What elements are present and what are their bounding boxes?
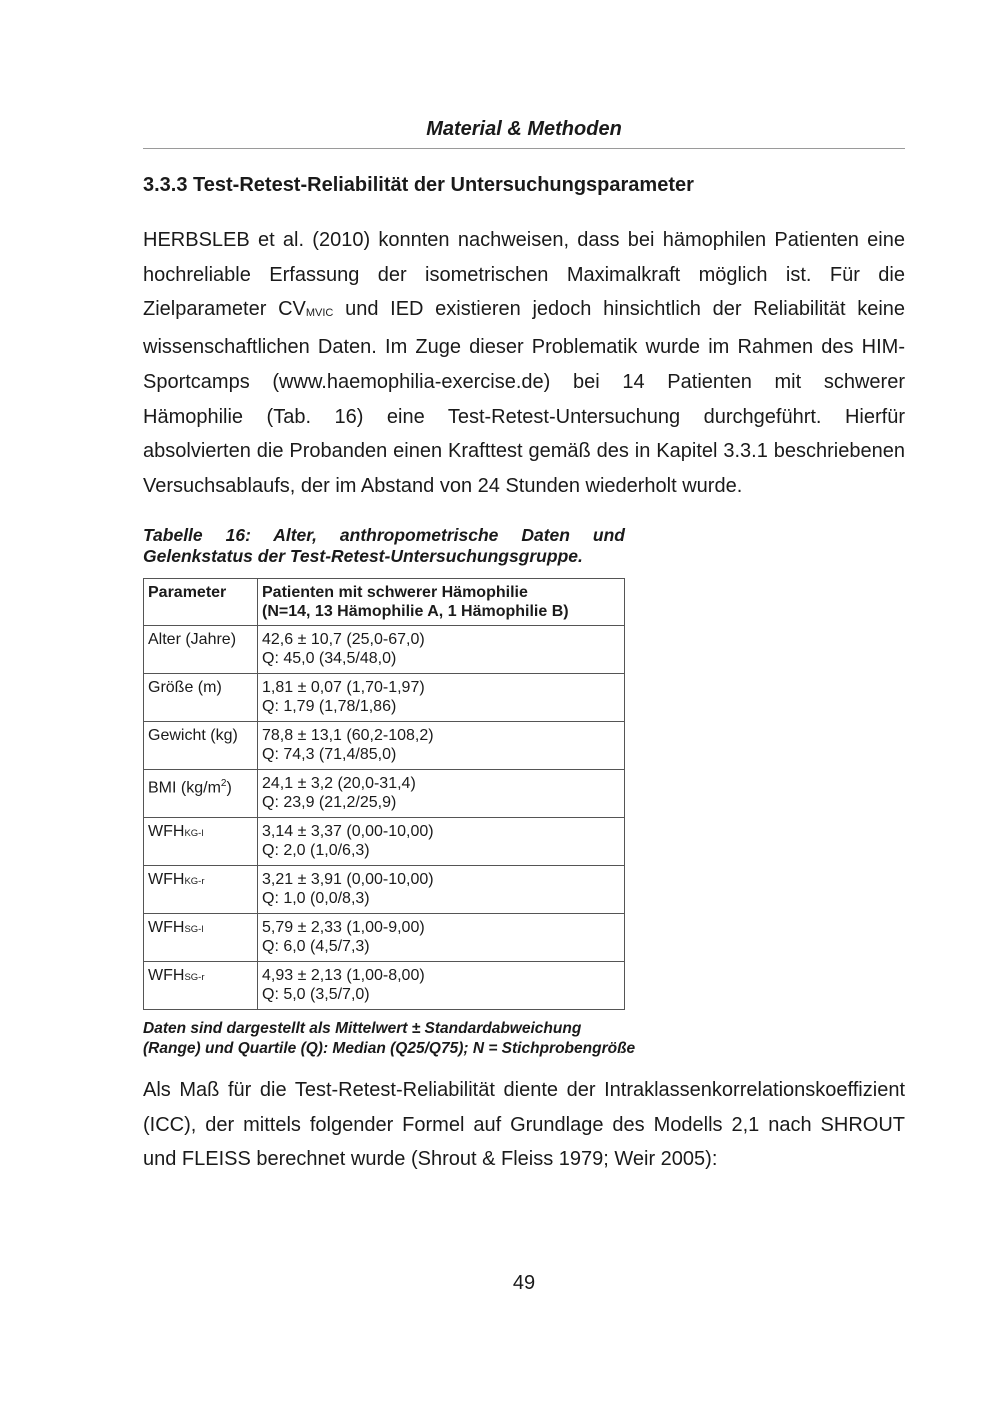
table-note (143, 1019, 703, 1059)
table-row (144, 674, 625, 722)
body-paragraph-1 (143, 223, 905, 504)
mean-value: 1,81 ± 0,07 (1,70-1,97) (262, 679, 425, 696)
page-number: 49 (512, 1272, 536, 1294)
value-cell (258, 962, 625, 1010)
value-cell (258, 770, 625, 818)
value-cell (258, 722, 625, 770)
table-row (144, 866, 625, 914)
mean-value: 5,79 ± 2,33 (1,00-9,00) (262, 919, 425, 936)
header-group-line1: Patienten mit schwerer Hämophilie (262, 584, 528, 601)
table-row (144, 770, 625, 818)
header-group-line2: (N=14, 13 Hämophilie A, 1 Hämophilie B) (262, 603, 569, 620)
section-heading: 3.3.3 Test-Retest-Reliabilität der Untersuchungsparameter (143, 174, 694, 196)
param-cell: Alter (Jahre) (144, 626, 258, 674)
table-note-line1: Daten sind dargestellt als Mittelwert ± Standardabweichung (143, 1020, 582, 1037)
table-caption: Tabelle 16: Alter, anthropometrische Daten und Gelenkstatus der Test-Retest-Untersuchungsgruppe. (143, 525, 625, 566)
header-patient-group (258, 579, 625, 626)
quartile-value: Q: 74,3 (71,4/85,0) (262, 746, 397, 763)
paragraph-text: HERBSLEB et al. (2010) konnten nachweisen, dass bei hämophilen Patienten eine hochreliable Erfassung der isometrischen Maximalkraft möglich ist. Für die Zielparameter CV (143, 229, 905, 321)
param-cell: Größe (m) (144, 674, 258, 722)
param-cell (144, 962, 258, 1010)
param-cell (144, 770, 258, 818)
quartile-value: Q: 5,0 (3,5/7,0) (262, 986, 370, 1003)
param-base: WFH (148, 967, 185, 984)
running-header: Material & Methoden (143, 118, 905, 149)
table-row (144, 626, 625, 674)
quartile-value: Q: 23,9 (21,2/25,9) (262, 794, 397, 811)
param-base: BMI (kg/m (148, 779, 221, 797)
param-cell (144, 818, 258, 866)
table-row (144, 722, 625, 770)
param-sub: KG-r (184, 876, 205, 887)
param-base: WFH (148, 919, 185, 936)
value-cell (258, 674, 625, 722)
param-sub: SG-l (184, 924, 204, 935)
table-row (144, 914, 625, 962)
value-cell (258, 818, 625, 866)
value-cell (258, 866, 625, 914)
subscript-mvic: MVIC (305, 307, 334, 320)
table-header-row (144, 579, 625, 626)
body-paragraph-2: Als Maß für die Test-Retest-Reliabilität diente der Intraklassenkorrelationskoeffizient (ICC), der mittels folgender Formel auf Grundlage des Modells 2,1 nach SHROUT und FLEISS berechnet wurde (Shrout & Fleiss 1979; Weir 2005): (143, 1079, 905, 1171)
param-sub: KG-l (184, 828, 204, 839)
value-cell (258, 626, 625, 674)
table-row (144, 962, 625, 1010)
quartile-value: Q: 45,0 (34,5/48,0) (262, 650, 397, 667)
table-note-line2: (Range) und Quartile (Q): Median (Q25/Q75); N = Stichprobengröße (143, 1040, 636, 1057)
param-sub: SG-r (184, 972, 205, 983)
param-base: WFH (148, 871, 185, 888)
header-parameter: Parameter (144, 579, 258, 626)
paragraph-text: und IED existieren jedoch hinsichtlich der Reliabilität keine wissenschaftlichen Daten. Im Zuge dieser Problematik wurde im Rahmen des HIM-Sportcamps (www.haemophilia-exercise.de) bei 14 Patienten mit schwerer Hämophilie (Tab. 16) eine Test-Retest-Untersuchung durchgeführt. Hierfür absolvierten die Probanden einen Krafttest gemäß des in Kapitel 3.3.1 beschriebenen Versuchsablaufs, der im Abstand von 24 Stunden wiederholt wurde. (143, 298, 906, 497)
param-cell (144, 914, 258, 962)
mean-value: 3,21 ± 3,91 (0,00-10,00) (262, 871, 434, 888)
param-cell: Gewicht (kg) (144, 722, 258, 770)
table-row (144, 818, 625, 866)
mean-value: 42,6 ± 10,7 (25,0-67,0) (262, 631, 425, 648)
quartile-value: Q: 1,79 (1,78/1,86) (262, 698, 397, 715)
value-cell (258, 914, 625, 962)
quartile-value: Q: 6,0 (4,5/7,3) (262, 938, 370, 955)
mean-value: 78,8 ± 13,1 (60,2-108,2) (262, 727, 434, 744)
mean-value: 4,93 ± 2,13 (1,00-8,00) (262, 967, 425, 984)
param-sup: 2 (220, 778, 227, 789)
param-base: WFH (148, 823, 185, 840)
patient-data-table (143, 578, 625, 1010)
quartile-value: Q: 1,0 (0,0/8,3) (262, 890, 370, 907)
mean-value: 24,1 ± 3,2 (20,0-31,4) (262, 775, 416, 792)
mean-value: 3,14 ± 3,37 (0,00-10,00) (262, 823, 434, 840)
param-cell (144, 866, 258, 914)
param-end: ) (226, 779, 232, 797)
quartile-value: Q: 2,0 (1,0/6,3) (262, 842, 370, 859)
